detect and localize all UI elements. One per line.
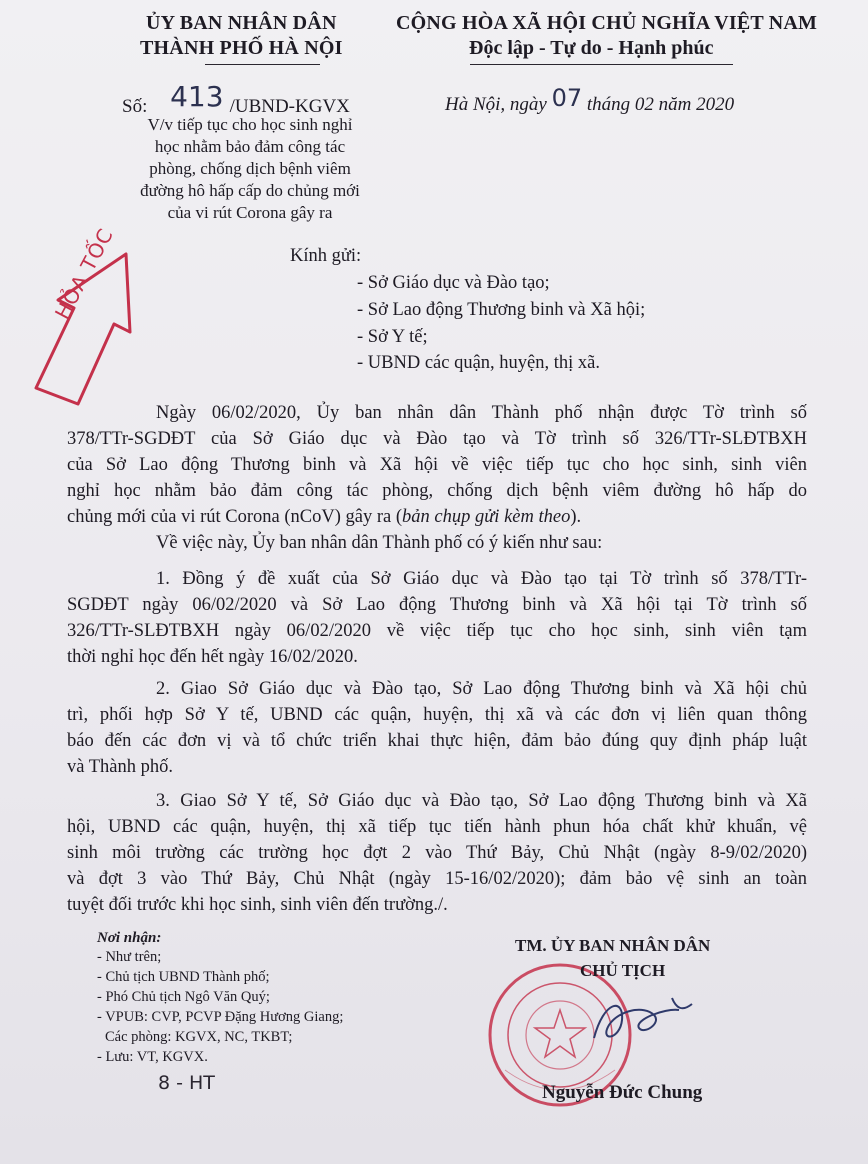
subject-block: [104, 114, 396, 224]
issuer-underline: [205, 64, 320, 65]
signature-scribble-icon: [584, 990, 704, 1050]
subject-line: của vi rút Corona gây ra: [167, 203, 333, 222]
signer-name: Nguyễn Đức Chung: [542, 1082, 703, 1103]
body-line: SGDĐT ngày 06/02/2020 và Sở Lao động Thương binh và Xã hội tại Tờ trình số: [67, 595, 807, 615]
handwritten-note: 8 - HT: [158, 1072, 215, 1094]
body-line: và Thành phố.: [67, 757, 174, 777]
doc-number-label: Số:: [122, 96, 148, 117]
body-line: của Sở Lao động Thương binh và Xã hội về việc tiếp tục cho học sinh, sinh viên: [67, 455, 807, 475]
body-text: ).: [570, 507, 582, 527]
recipients-list: [97, 930, 343, 1067]
body-line: nghỉ học nhằm bảo đảm công tác phòng, chống dịch bệnh viêm đường hô hấp do: [67, 481, 807, 501]
doc-number-suffix: /UBND-KGVX: [229, 96, 350, 117]
recipients-list-title: Nơi nhận:: [97, 930, 162, 946]
issuer-city: THÀNH PHỐ HÀ NỘI: [140, 37, 343, 59]
body-item-2: [67, 676, 807, 780]
body-line: 1. Đồng ý đề xuất của Sở Giáo dục và Đào tạo tại Tờ trình số 378/TTr-: [156, 569, 807, 589]
body-item-3: [67, 788, 807, 918]
date-prefix: Hà Nội, ngày: [445, 94, 547, 115]
handwritten-signature: [584, 990, 704, 1050]
body-line: 3. Giao Sở Y tế, Sở Giáo dục và Đào tạo, Sở Lao động Thương binh và Xã: [156, 791, 807, 811]
recipient-item: - Sở Y tế;: [357, 327, 428, 347]
urgent-stamp-text: HỎA TỐC: [50, 223, 119, 324]
body-line: và đợt 3 vào Thứ Bảy, Chủ Nhật (ngày 15-16/02/2020); đảm bảo vệ sinh an toàn: [67, 869, 807, 889]
recipients-list-item: - Phó Chủ tịch Ngô Văn Quý;: [97, 989, 270, 1005]
doc-number-handwritten: 413: [170, 80, 224, 113]
body-text: chủng mới của vi rút Corona (nCoV) gây ra (: [67, 507, 402, 527]
body-line: Ngày 06/02/2020, Ủy ban nhân dân Thành phố nhận được Tờ trình số: [156, 403, 807, 423]
signature-title: TM. ỦY BAN NHÂN DÂN: [515, 936, 711, 955]
country-name: CỘNG HÒA XÃ HỘI CHỦ NGHĨA VIỆT NAM: [396, 12, 818, 34]
body-line: 2. Giao Sở Giáo dục và Đào tạo, Sở Lao động Thương binh và Xã hội chủ: [156, 679, 807, 699]
body-line: thời nghỉ học đến hết ngày 16/02/2020.: [67, 647, 358, 667]
body-paragraph-1: [67, 400, 807, 556]
salutation: Kính gửi:: [290, 246, 362, 266]
body-line: sinh môi trường các trường học đợt 2 vào Thứ Bảy, Chủ Nhật (ngày 8-9/02/2020): [67, 843, 807, 863]
signature-position: CHỦ TỊCH: [580, 961, 666, 980]
body-line: báo đến các đơn vị và tổ chức triển khai thực hiện, đảm bảo đúng quy định pháp luật: [67, 731, 807, 751]
date-suffix: tháng 02 năm 2020: [586, 94, 735, 115]
doc-date: [445, 84, 735, 116]
subject-line: học nhằm bảo đảm công tác: [154, 137, 346, 156]
recipients-list-item: - Như trên;: [97, 949, 162, 965]
subject-line: phòng, chống dịch bệnh viêm: [149, 159, 351, 178]
recipient-item: - UBND các quận, huyện, thị xã.: [357, 353, 601, 373]
country-motto: Độc lập - Tự do - Hạnh phúc: [469, 37, 714, 59]
subject-line: V/v tiếp tục cho học sinh nghỉ: [147, 115, 353, 134]
issuer-name: ỦY BAN NHÂN DÂN: [146, 12, 337, 34]
body-line: 378/TTr-SGDĐT của Sở Giáo dục và Đào tạo và Tờ trình số 326/TTr-SLĐTBXH: [67, 429, 807, 449]
recipient-item: - Sở Giáo dục và Đào tạo;: [357, 273, 550, 293]
recipients-list-item: - Chủ tịch UBND Thành phố;: [97, 969, 270, 985]
recipients-list-item: Các phòng: KGVX, NC, TKBT;: [105, 1029, 293, 1045]
motto-underline: [470, 64, 733, 65]
recipients-list-item: - VPUB: CVP, PCVP Đặng Hương Giang;: [97, 1009, 344, 1025]
body-line: tuyệt đối trước khi học sinh, sinh viên đến trường./.: [67, 895, 448, 915]
urgent-stamp: [18, 223, 188, 406]
body-line: Về việc này, Ủy ban nhân dân Thành phố có ý kiến như sau:: [156, 533, 603, 553]
subject-line: đường hô hấp cấp do chủng mới: [140, 181, 360, 200]
body-line: hội, UBND các quận, huyện, thị xã tiếp tục tiến hành phun hóa chất khử khuẩn, vệ: [67, 817, 807, 837]
date-day-handwritten: 07: [551, 84, 583, 112]
body-line: 326/TTr-SLĐTBXH ngày 06/02/2020 về việc tiếp tục cho học sinh, sinh viên tạm: [67, 621, 807, 641]
body-text-italic: bản chụp gửi kèm theo: [402, 507, 571, 527]
body-line: [67, 504, 807, 530]
recipients-list-item: - Lưu: VT, KGVX.: [97, 1049, 208, 1065]
body-item-1: [67, 566, 807, 670]
recipient-item: - Sở Lao động Thương binh và Xã hội;: [357, 300, 646, 320]
body-line: trì, phối hợp Sở Y tế, UBND các quận, huyện, thị xã và các đơn vị liên quan thông: [67, 705, 807, 725]
